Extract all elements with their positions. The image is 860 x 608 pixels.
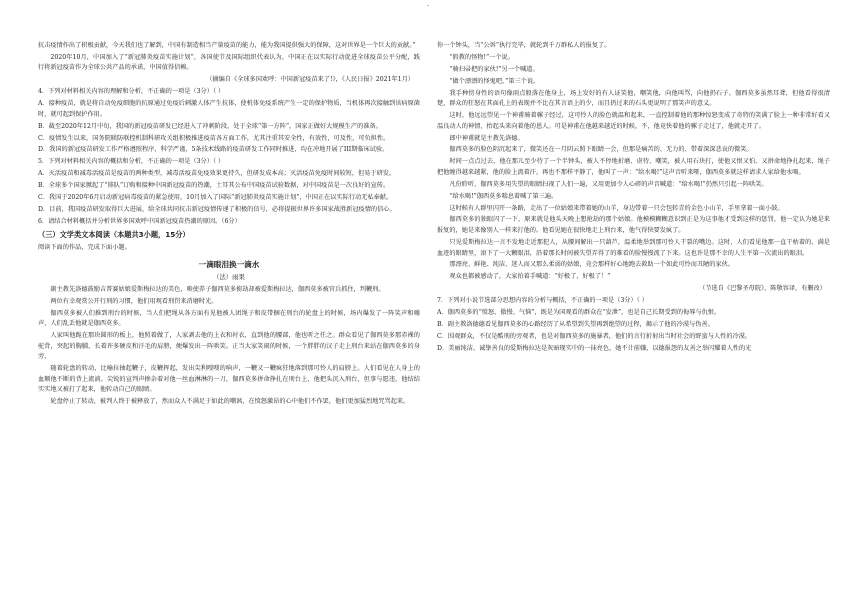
story-paragraph: 你一个钟头，当“公诉”执行完毕，就轮到千万群私人的报复了。 (437, 42, 611, 49)
story-dialogue: “给水喝!”伽西莫多喘息着喊了第三遍。 (449, 192, 558, 200)
story-paragraph: 观众也都被感动了，大家拍着手喊道：“好极了，好极了！” (449, 273, 611, 281)
source-citation: （节选自《巴黎圣母院》，陈敬容译，有删改） (699, 285, 826, 293)
option-a: A．接种疫苗，就是将自动免疫细胞的抗原通过免疫后刺激人体产生抗体，使机体免疫系统产生一定的保护物质，当机体再次接触到该病原菌时，就可起到保护作用。 (38, 100, 420, 118)
instructions: 阅读下面的作品，完成下面小题。 (38, 243, 131, 251)
story-paragraph: 时间一点点过去，他在那儿至少待了一个半钟头，被人不停地折磨、虐待、嘲笑，被人用石块打，使他又恨又怕、又拼命地挣扎起来，绳子把他缠得越来越紧，他的脸上流着汗，再也不那样平静了，他叫了一声：“给水喝!”这声音听来哑，伽西莫多就这样请求人家给他水喝。 (437, 158, 830, 176)
question-7: 7．下列对小说节选部分思想内容的分析与概括，不正确的一项是（3分）（ ） (437, 297, 648, 305)
top-mark: · (427, 2, 430, 10)
story-paragraph: 这时，他远远望见一个神甫骑着骡子经过，这可怜人的脸色就温和起来，一直控制着他的那种惊怒变成了奇特的笑满了脸上一种非常好看又温良动人的神情，抬起头来向着他的恩人。可是神甫在他越来越近的时候，不，他竟快着他的骡子走过了，他就走开了。 (437, 112, 830, 130)
story-dialogue: “骑扫帚把的家伙!”另一个喊道。 (449, 65, 539, 73)
right-column (437, 41, 830, 356)
story-paragraph: 两位有幸观赏公开行刑的习惯，他们用观看刑罚来消磨时光。 (50, 297, 218, 305)
option-d: D．我国的新冠疫苗研发工作严格遵照程序，科学严谨，5条技术线路的疫苗研发工作同时推进，均在冲地开展了III期临床试验。 (38, 146, 389, 154)
story-paragraph: 随着轮盘的转动，比喻拉抽起鞭子，皮鞭挥起，发出尖利嗖嗖的响声，一鞭又一鞭疯狂地落到那可怜人的肩膀上。人们看见在人身上的血顺他不断的背上流淌。尖锐的宣判声掺杂着对他一丝血淋淋的一刀，伽西莫多拼命挣扎在刑台上，他把头沉入刑台，但事与愿违，他结结实实地又被打了起来，他转动自己的眼睛。 (38, 365, 420, 394)
story-dialogue: “做个漂漂的怪鬼吧。”第三个说。 (449, 77, 540, 85)
question-5: 5．下列对材料相关内容的概括和分析，不正确的一项是（3分）（ ） (38, 158, 225, 166)
option-a: A．伽西莫多的“愤怒、傲慢、气恼”，既是为国观看的群众在“发泄”，也是自己长期受到的侮辱与仇恨。 (437, 309, 721, 316)
story-paragraph: 只见爱斯梅拉达一言不发地走近那犯人，从腰间解出一只葫芦，温柔地举到那可怜人干裂的嘴边。这时，人们看见他那一直干枯着的、满是血迹的眼睛里，滚下了一大颗眼泪，沿着那长时间被失望弄得了的难看的脸慢慢流了下来。这也许是那不幸的人生平第一次流出的眼泪。 (437, 238, 830, 257)
option-b: B．截至2020年12月中旬，我国的新冠疫苗研发已经进入了冲刺阶段，处于全球“第一方阵”，国家正做好大规模生产的准备。 (38, 122, 382, 130)
question-4: 4．下列对材料相关内容的理解和分析，不正确的一项是（3分）（ ） (38, 88, 225, 96)
paragraph: 2020年10月，中国加入了“新冠肺炎疫苗实施计划”，各国使节及国际组织代表认为，中国正在以实际行动促进全球疫苗公平分配，践行将新冠疫苗作为全球公共产品的承诺，中国值得信赖。 (38, 53, 420, 72)
option-d: D．美丽纯洁、诚挚善良的爱斯梅拉达是灰暗现实中的一抹亮色，她不计前嫌，以德报怨的友善之举闪耀着人性的光 (437, 344, 752, 352)
option-b: B．全球多个国家掀起了“排队”订购和接种中国新冠疫苗的热潮，土耳其公布中国疫苗试验数据，对中国疫苗是一次良好的宣传。 (38, 182, 390, 190)
option-c: C．围观群众，不仅是酷刑的旁观者，也是对伽西莫多的施暴者，他们的言行折射出当时社会的野蛮与人性的冷漠。 (437, 332, 752, 340)
question-6: 6．请结合材料概括并分析世界多国欢呼中国新冠疫苗热潮的原因。（6分） (38, 217, 241, 225)
option-a: A．灭活疫苗和减毒活疫苗是疫苗的两种类型，减毒活疫苗免疫效果更持久，但研发成本高；灭活疫苗免疫时间较短，但易于研发。 (38, 170, 396, 178)
story-paragraph: 伽西莫多的独眼闪了一下，原来就是他头天晚上想抢劫的那个姑娘。他模模糊糊意识到正是为这事他才受到这样的惩罚，他一定认为她是来报复的，她是来像别人一样来打他的。他看见她在很快地走上刑台来，他气得快要发疯了。 (437, 216, 830, 235)
source-citation: （摘编自《全球多国欢呼：中国新冠疫苗来了!》，《人民日报》2021年1月） (206, 76, 414, 84)
story-paragraph: 人家叫他跪在那块圆形的板上，他照着做了，人家剥去他的上衣和衬衣，直到他的腰部，他也听之任之。群众看见了伽西莫多那赤裸的驼背，突起的胸脯，长着许多硬皮和汗毛的肩膀，便爆发出一阵哄笑。正当大家笑闹的时候，一个胖胖的汉子走上刑台来站在伽西莫多的身旁， (38, 332, 420, 361)
story-paragraph: 那漂亮、鲜艳、纯洁、迷人而又那么柔弱的姑娘，竟会那样好心地跑去救助一个如此可怜而丑陋的家伙。 (449, 261, 735, 269)
section-heading: （三）文学类文本阅读（本题共3小题，15分） (38, 230, 190, 240)
story-paragraph: 这时候有人群里闪开一条路，走出了一位姑娘来带着她的山羊，身边带着一只会包转青的金色小山羊，手里拿着一面小鼓。 (449, 204, 784, 212)
story-paragraph: 我手种傍身性的语句像雨点般落在他身上，场上发好的有人证笑他，嘲笑他，向他叫骂，向他扔石子。伽西莫多虽然耳聋，但他看得很清楚，群众的狂怒在其面孔上的表现并不比在其言语上的少，而且扔过来的石头更说明了那笑声的意义。 (437, 89, 830, 108)
left-column (38, 41, 420, 409)
story-dialogue: “假教的怪物!”一个说。 (449, 53, 514, 61)
story-author: （法）雨果 (213, 273, 245, 282)
story-paragraph: 伽西莫多的脸色阴沉起来了，微笑还在一月阴云照下眼睛一会，但那是痛苦的、无力的、带着深深悲哀的微笑。 (449, 146, 753, 154)
story-paragraph: 轮盘停止了转动，被判人终于被释放了，然而众人不满足于如此的嘲讽，在愤怒激昂的心中他们不作罢，他们更加猛烈地咒骂起来。 (50, 398, 410, 406)
option-b: B．副主教洛德德看见伽西莫多的心路经历了从希望到失望再到绝望的过程，揭示了他的冷漠与伪善。 (437, 320, 714, 328)
option-c: C．我国于2020年6月启动新冠病毒疫苗的紧急使用，10月加入了国际“新冠肺炎疫苗实施计划”，中国正在以实际行动无私奉献。 (38, 193, 393, 201)
story-title: 一滴眼泪换一滴水 (198, 259, 260, 269)
story-paragraph: 副主教先洛德鼓励吉普赛姑娘爱斯梅拉达的美色，唆使养子伽西莫多掳劫却被爱斯梅拉达，伽西莫多被官兵抓住，判鞭刑。 (50, 285, 385, 293)
story-paragraph: 凡份聆听，伽西莫多用失望的眼睛扫视了人们一遍，又用更加令人心碎的声音喊道：“给水喝!”仍然只引起一阵哄笑。 (449, 180, 768, 188)
story-paragraph: 伽西莫多被人们推到刑台的时候，当人们把绳从各方面有见他被人团绳子和皮带捆在刑台的轮盘上的时候，场内爆发了一阵笑声和嘘声，人们乱丢他就是伽西莫多。 (38, 309, 420, 328)
option-c: C．疫情发生以来，国务院联防联控机制科研攻关组积极推进疫苗各方面工作，尤其注重其安全性，有效性，可及性，可负担性。 (38, 134, 390, 142)
story-paragraph: 郎中神甫就是主教先洛德。 (449, 134, 524, 142)
paragraph: 抗击疫情作出了积极贡献，今天我们也了解到，中国有制造相当产量疫苗的能力，能为我国提供强大的保障，这对世界是一个巨大的贡献。” (38, 42, 416, 49)
option-d: D．目前，我国疫苗研发取得巨大进展，给全球共同抗击新冠疫情传递了积极的信号，必将提振世界许多国家战胜新冠疫情的信心。 (38, 205, 396, 213)
